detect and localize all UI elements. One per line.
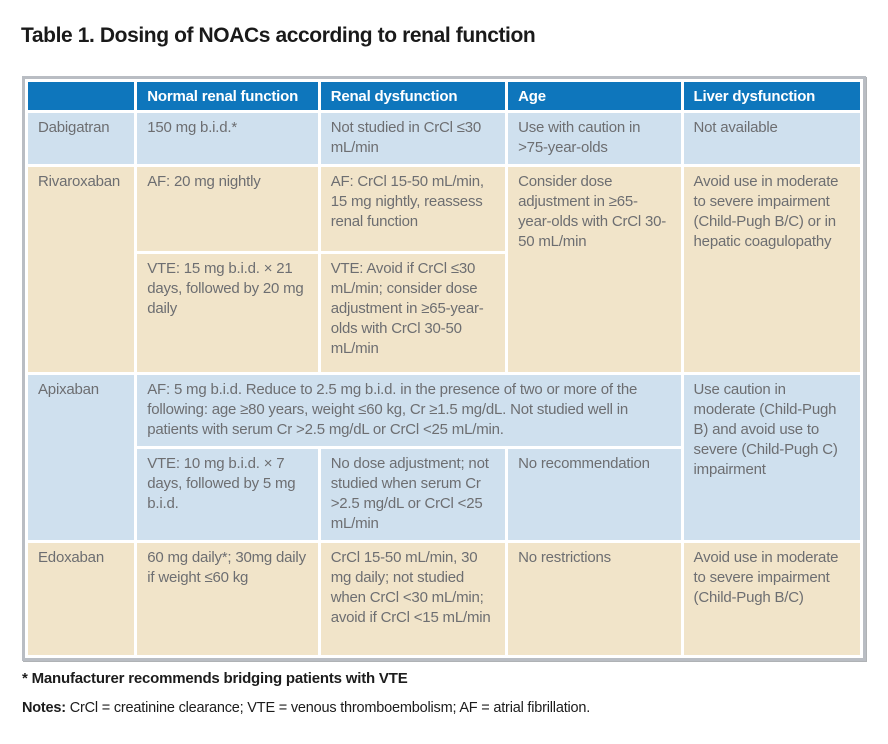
- cell-apixaban-af-merged: AF: 5 mg b.i.d. Reduce to 2.5 mg b.i.d. in the presence of two or more of the following: age ≥80 years, weight ≤60 kg, Cr ≥1.5 mg/dL. Not studied well in patients with serum Cr >2.5 mg/dL or CrCl <25 mL/min.: [137, 375, 680, 446]
- cell-apixaban-vte-renal: No dose adjustment; not studied when serum Cr >2.5 mg/dL or CrCl <25 mL/min: [321, 449, 505, 540]
- header-row: [28, 82, 860, 110]
- notes-line: [22, 700, 590, 716]
- cell-dabigatran-renal: Not studied in CrCl ≤30 mL/min: [321, 113, 505, 164]
- cell-dabigatran-normal: 150 mg b.i.d.*: [137, 113, 317, 164]
- cell-edoxaban-normal: 60 mg daily*; 30mg daily if weight ≤60 kg: [137, 543, 317, 655]
- cell-edoxaban-liver: Avoid use in moderate to severe impairment (Child-Pugh B/C): [684, 543, 860, 655]
- row-edoxaban: [28, 543, 860, 655]
- cell-edoxaban-age: No restrictions: [508, 543, 680, 655]
- row-rivaroxaban-af: [28, 167, 860, 251]
- notes-text: CrCl = creatinine clearance; VTE = venous thromboembolism; AF = atrial fibrillation.: [69, 700, 591, 716]
- cell-edoxaban-renal: CrCl 15-50 mL/min, 30 mg daily; not studied when CrCl <30 mL/min; avoid if CrCl <15 mL/min: [321, 543, 505, 655]
- notes-label: Notes:: [22, 700, 66, 716]
- table-title: Table 1. Dosing of NOACs according to renal function: [21, 24, 536, 47]
- noac-dosing-table: [22, 76, 866, 661]
- cell-rivaroxaban-drug: Rivaroxaban: [28, 167, 134, 372]
- cell-apixaban-liver: Use caution in moderate (Child-Pugh B) and avoid use to severe (Child-Pugh C) impairment: [684, 375, 860, 540]
- footnote-asterisk-line: [22, 670, 408, 687]
- footnote-marker: *: [22, 670, 28, 687]
- cell-apixaban-drug: Apixaban: [28, 375, 134, 540]
- row-dabigatran: [28, 113, 860, 164]
- header-liver-dysfunction: Liver dysfunction: [684, 82, 860, 110]
- cell-dabigatran-age: Use with caution in >75-year-olds: [508, 113, 680, 164]
- cell-rivaroxaban-vte-renal: VTE: Avoid if CrCl ≤30 mL/min; consider dose adjustment in ≥65-year-olds with CrCl 30-50 mL/min: [321, 254, 505, 372]
- footnote-text: Manufacturer recommends bridging patients with VTE: [31, 670, 408, 687]
- cell-rivaroxaban-vte-normal: VTE: 15 mg b.i.d. × 21 days, followed by 20 mg daily: [137, 254, 317, 372]
- header-drug-empty: [28, 82, 134, 110]
- cell-rivaroxaban-af-renal: AF: CrCl 15-50 mL/min, 15 mg nightly, reassess renal function: [321, 167, 505, 251]
- row-apixaban-af: [28, 375, 860, 446]
- header-normal-renal-function: Normal renal function: [137, 82, 317, 110]
- cell-edoxaban-drug: Edoxaban: [28, 543, 134, 655]
- cell-dabigatran-liver: Not available: [684, 113, 860, 164]
- cell-dabigatran-drug: Dabigatran: [28, 113, 134, 164]
- cell-rivaroxaban-af-normal: AF: 20 mg nightly: [137, 167, 317, 251]
- cell-rivaroxaban-age: Consider dose adjustment in ≥65-year-olds with CrCl 30-50 mL/min: [508, 167, 680, 372]
- cell-apixaban-vte-normal: VTE: 10 mg b.i.d. × 7 days, followed by 5 mg b.i.d.: [137, 449, 317, 540]
- cell-apixaban-vte-age: No recommendation: [508, 449, 680, 540]
- header-age: Age: [508, 82, 680, 110]
- cell-rivaroxaban-liver: Avoid use in moderate to severe impairment (Child-Pugh B/C) or in hepatic coagulopathy: [684, 167, 860, 372]
- header-renal-dysfunction: Renal dysfunction: [321, 82, 505, 110]
